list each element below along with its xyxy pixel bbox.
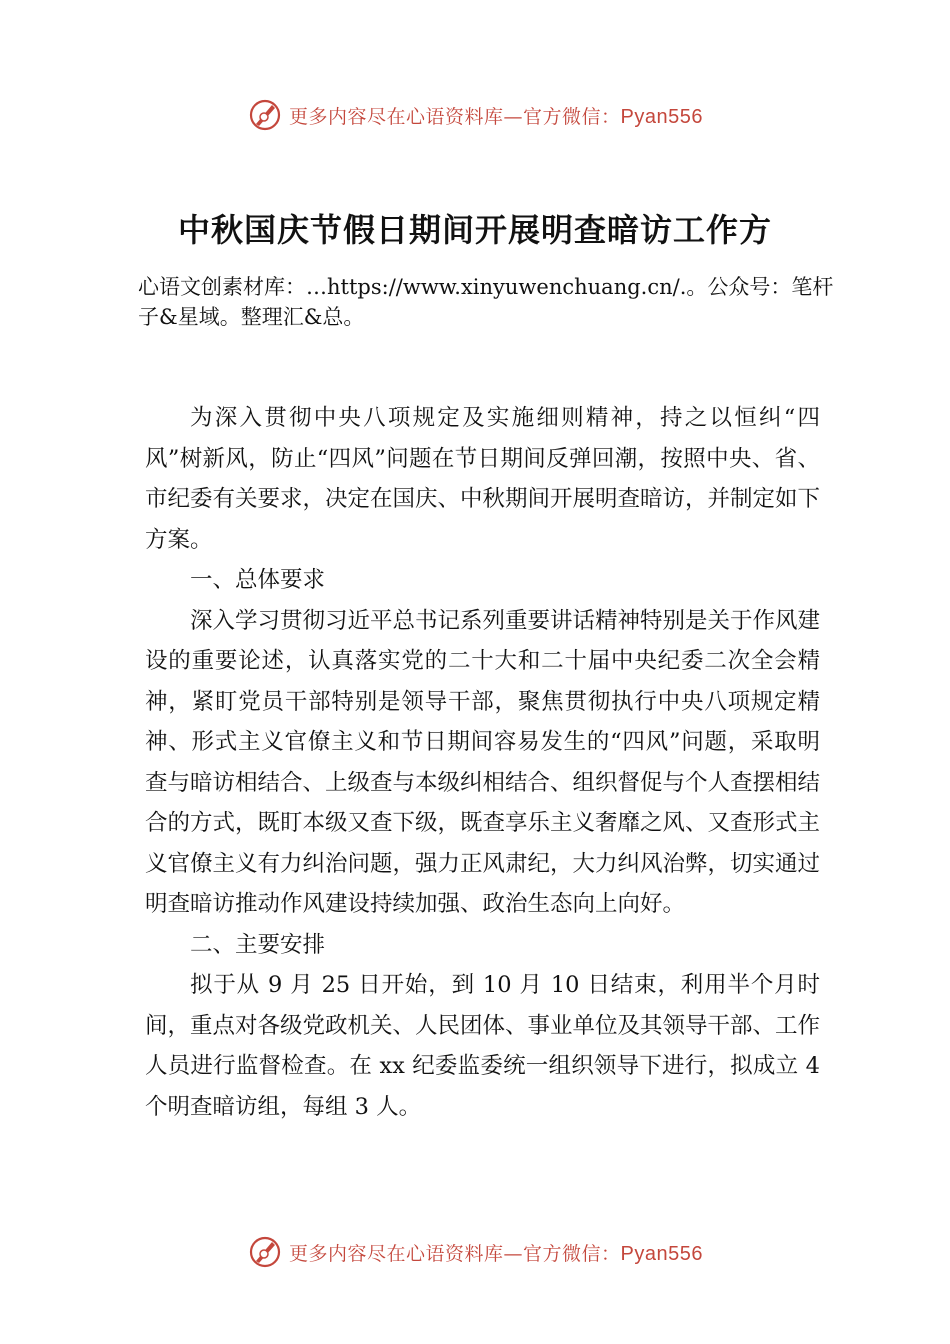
paragraph-general-requirements: 深入学习贯彻习近平总书记系列重要讲话精神特别是关于作风建设的重要论述，认真落实党的二十大和二十届中央纪委二次全会精神，紧盯党员干部特别是领导干部，聚焦贯彻执行中央八项规定精神、形式主义官僚主义和节日期间容易发生的“四风”问题，采取明查与暗访相结合、上级查与本级纠相结合、组织督促与个人查摆相结合的方式，既盯本级又查下级，既查享乐主义奢靡之风、又查形式主义官僚主义有力纠治问题，强力正风肃纪，大力纠风治弊，切实通过明查暗访推动作风建设持续加强、政治生态向上向好。 <box>145 607 821 917</box>
banner-text <box>289 102 703 129</box>
banner-wechat-id: Pyan556 <box>620 105 703 128</box>
pen-circle-logo-icon <box>247 97 283 133</box>
pen-circle-logo-icon <box>247 1234 283 1270</box>
source-line: 心语文创素材库：…https://www.xinyuwenchuang.cn/.。公众号：笔杆子&星域。整理汇&总。 <box>138 275 834 329</box>
banner-left-text: 更多内容尽在心语资料库 <box>289 1242 504 1265</box>
banner-separator: — <box>503 1242 524 1265</box>
header-banner <box>0 95 950 135</box>
section-heading-main-arrangements: 二、主要安排 <box>190 931 326 958</box>
banner-left-text: 更多内容尽在心语资料库 <box>289 105 504 128</box>
banner-wechat-label: 官方微信： <box>523 105 621 128</box>
footer-banner <box>0 1232 950 1272</box>
section-heading-general-requirements: 一、总体要求 <box>190 567 326 593</box>
document-body <box>145 398 820 1127</box>
paragraph-intro: 为深入贯彻中央八项规定及实施细则精神，持之以恒纠“四风”树新风，防止“四风”问题在节日期间反弹回潮，按照中央、省、市纪委有关要求，决定在国庆、中秋期间开展明查暗访，并制定如下方案。 <box>145 405 821 553</box>
document-title: 中秋国庆节假日期间开展明查暗访工作方 <box>177 211 772 249</box>
banner-wechat-id: Pyan556 <box>620 1242 703 1265</box>
banner-separator: — <box>503 105 524 128</box>
paragraph-main-arrangements: 拟于从 9 月 25 日开始，到 10 月 10 日结束，利用半个月时间，重点对各级党政机关、人民团体、事业单位及其领导干部、工作人员进行监督检查。在 xx 纪委监委统一组织领导下进行，拟成立 4 个明查暗访组，每组 3 人。 <box>145 972 821 1120</box>
banner-wechat-label: 官方微信： <box>523 1242 621 1265</box>
banner-text <box>289 1239 703 1266</box>
